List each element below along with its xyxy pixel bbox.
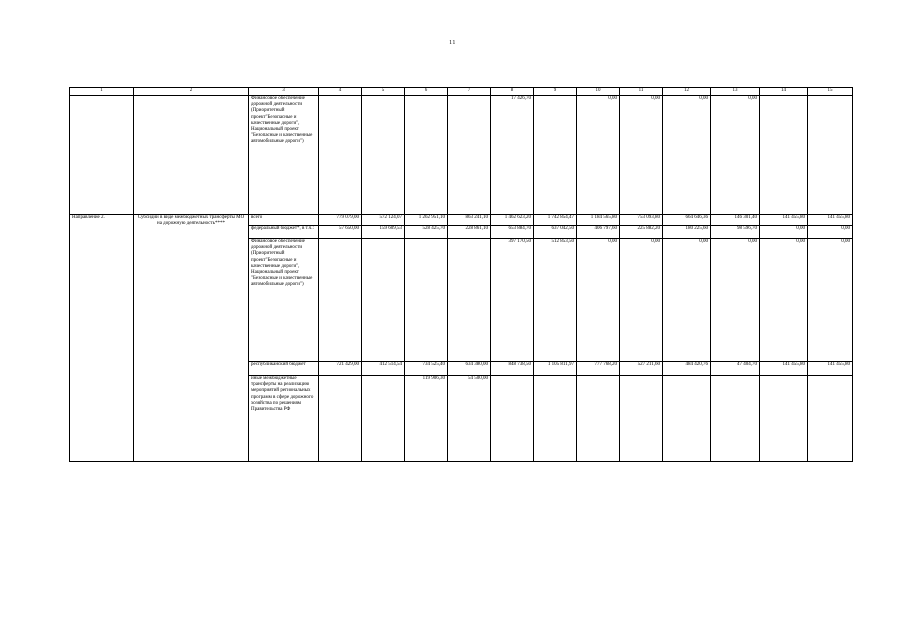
table-cell: 0,00 <box>620 239 663 362</box>
page-number: 11 <box>449 40 456 46</box>
table-cell <box>760 96 808 215</box>
table-cell: 653 884,70 <box>491 226 534 239</box>
row-description: республиканский бюджет <box>249 362 319 376</box>
table-cell: 0,00 <box>760 226 808 239</box>
header-cell: 15 <box>808 88 853 96</box>
table-cell <box>620 376 663 462</box>
table-cell: 734 525,40 <box>405 362 448 376</box>
table-cell: 0,00 <box>711 96 760 215</box>
table-cell <box>319 376 362 462</box>
table-cell: 0,00 <box>577 96 620 215</box>
table-cell: 119 906,30 <box>405 376 448 462</box>
table-cell: 664 646,36 <box>663 215 711 226</box>
row-description: Финансовое обеспечение дорожной деятельности (Приоритетный проект"Безопасные и качественные дороги", Национальный проект "Безопасные и качественные автомобильные дороги") <box>249 239 319 362</box>
direction-name: Субсидии в виде межбюджетных трансферты МО на дорожную деятельность**** <box>134 215 249 462</box>
table-cell <box>448 239 491 362</box>
table-cell <box>134 96 249 215</box>
table-cell <box>491 376 534 462</box>
table-cell: 1 184 565,80 <box>577 215 620 226</box>
table-cell <box>319 239 362 362</box>
table-cell <box>448 96 491 215</box>
row-description: Финансовое обеспечение дорожной деятельности (Приоритетный проект"Безопасные и качественные дороги", Национальный проект "Безопасные и качественные автомобильные дороги") <box>249 96 319 215</box>
table-cell <box>319 96 362 215</box>
row-description: иные межбюджетные трансферты на реализацию мероприятий региональных программ в сфере дорожного хозяйства по решениям Правительства РФ <box>249 376 319 462</box>
table-cell: 777 768,20 <box>577 362 620 376</box>
table-cell: 0,00 <box>577 239 620 362</box>
table-cell <box>534 96 577 215</box>
header-cell: 8 <box>491 88 534 96</box>
table-cell: 1 105 811,97 <box>534 362 577 376</box>
table-cell: 0,00 <box>808 239 853 362</box>
header-cell: 4 <box>319 88 362 96</box>
direction-label: Направление 2. <box>70 215 134 462</box>
table-cell: 141 455,80 <box>760 362 808 376</box>
table-cell <box>405 96 448 215</box>
table-cell: 57 650,00 <box>319 226 362 239</box>
table-cell <box>534 376 577 462</box>
table-cell: 848 738,50 <box>491 362 534 376</box>
table-cell: 527 211,60 <box>620 362 663 376</box>
table-cell: 0,00 <box>760 239 808 362</box>
table-cell: 0,00 <box>808 226 853 239</box>
table-cell: 1 462 623,20 <box>491 215 534 226</box>
table-cell <box>362 96 405 215</box>
table-cell: 54 500,00 <box>448 376 491 462</box>
table-cell: 721 429,00 <box>319 362 362 376</box>
table-cell: 141 455,80 <box>808 215 853 226</box>
table-cell <box>405 239 448 362</box>
table-cell: 412 514,54 <box>362 362 405 376</box>
table-cell: 1 262 951,10 <box>405 215 448 226</box>
table-cell: 484 420,76 <box>663 362 711 376</box>
table-cell: 141 455,80 <box>760 215 808 226</box>
table-cell: 141 455,80 <box>808 362 853 376</box>
header-cell: 2 <box>134 88 249 96</box>
table-cell: 572 124,07 <box>362 215 405 226</box>
table-cell <box>577 376 620 462</box>
row-description: всего <box>249 215 319 226</box>
header-cell: 3 <box>249 88 319 96</box>
table-cell: 1 742 854,47 <box>534 215 577 226</box>
table-cell <box>808 96 853 215</box>
table-cell <box>760 376 808 462</box>
table-cell <box>362 239 405 362</box>
table-cell: 512 853,50 <box>534 239 577 362</box>
header-cell: 5 <box>362 88 405 96</box>
table-cell: 228 861,10 <box>448 226 491 239</box>
header-cell: 1 <box>70 88 134 96</box>
table-cell: 779 079,00 <box>319 215 362 226</box>
row-description: федеральный бюджет*, в т.ч.: <box>249 226 319 239</box>
table-cell: 637 042,50 <box>534 226 577 239</box>
table-cell: 146 301,40 <box>711 215 760 226</box>
table-cell: 406 797,60 <box>577 226 620 239</box>
header-cell: 10 <box>577 88 620 96</box>
table-cell: 0,00 <box>620 96 663 215</box>
table-cell <box>663 376 711 462</box>
header-row <box>70 88 853 96</box>
table-cell <box>362 376 405 462</box>
table-cell: 863 241,10 <box>448 215 491 226</box>
table-cell: 47 404,70 <box>711 362 760 376</box>
table-row <box>70 215 853 226</box>
table-cell: 0,00 <box>711 239 760 362</box>
table-row <box>70 96 853 215</box>
table-cell: 528 425,70 <box>405 226 448 239</box>
table-cell: 0,00 <box>663 96 711 215</box>
table-cell <box>711 376 760 462</box>
table-cell: 180 225,60 <box>663 226 711 239</box>
table-cell <box>70 96 134 215</box>
header-cell: 6 <box>405 88 448 96</box>
table-cell: 225 882,20 <box>620 226 663 239</box>
table-cell: 397 170,50 <box>491 239 534 362</box>
header-cell: 14 <box>760 88 808 96</box>
header-cell: 9 <box>534 88 577 96</box>
header-cell: 12 <box>663 88 711 96</box>
table-cell: 634 380,00 <box>448 362 491 376</box>
table-cell: 98 596,70 <box>711 226 760 239</box>
table-cell: 753 093,80 <box>620 215 663 226</box>
header-cell: 13 <box>711 88 760 96</box>
table-cell: 159 609,53 <box>362 226 405 239</box>
header-cell: 7 <box>448 88 491 96</box>
header-cell: 11 <box>620 88 663 96</box>
budget-table <box>69 87 853 462</box>
table-cell: 0,00 <box>663 239 711 362</box>
table-cell <box>808 376 853 462</box>
table-cell: 17 426,70 <box>491 96 534 215</box>
